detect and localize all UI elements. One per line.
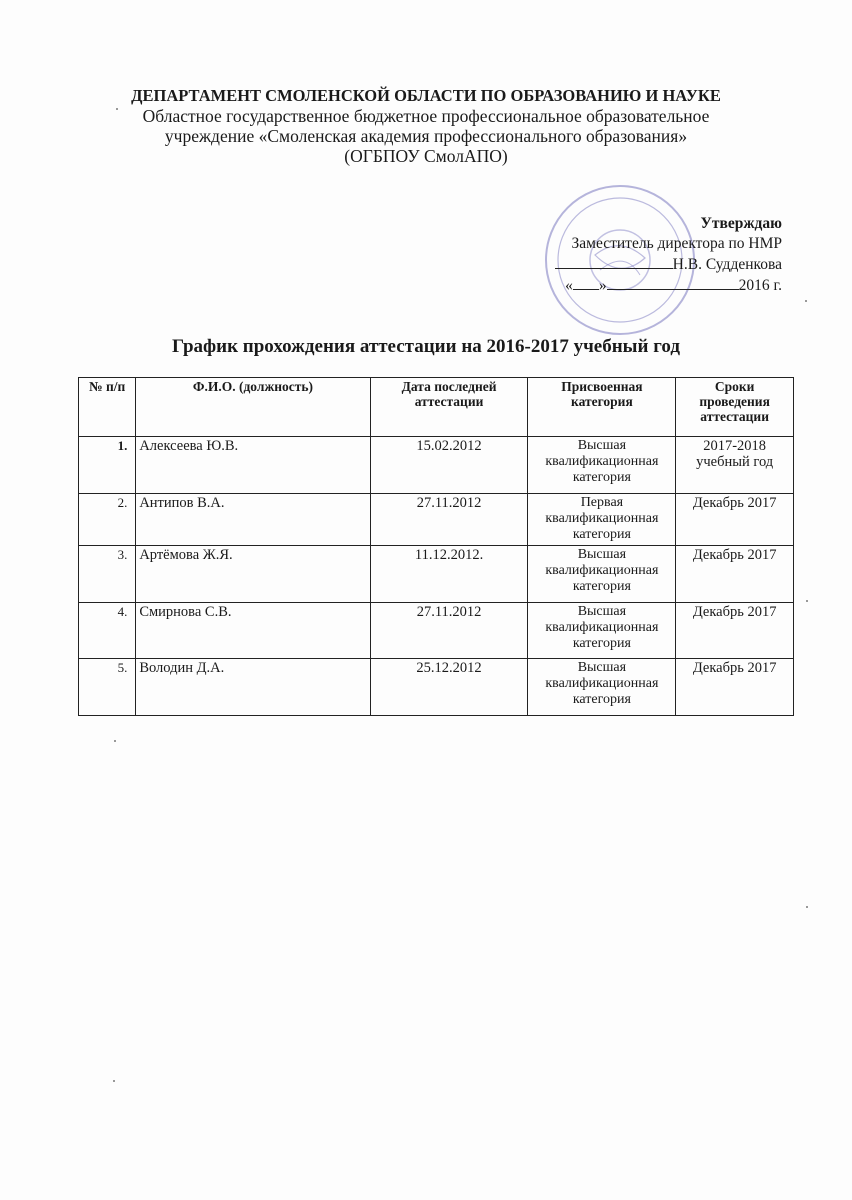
day-blank	[573, 275, 599, 290]
scan-speck	[116, 108, 118, 110]
org-line-2: учреждение «Смоленская академия профессионального образования»	[164, 126, 688, 146]
col-name-header: Ф.И.О. (должность)	[136, 378, 370, 437]
row-category: Высшая квалификационная категория	[528, 437, 676, 494]
scan-speck	[806, 600, 808, 602]
row-date: 25.12.2012	[370, 659, 528, 716]
month-blank	[607, 275, 739, 290]
department-name: ДЕПАРТАМЕНТ СМОЛЕНСКОЙ ОБЛАСТИ ПО ОБРАЗОВАНИЮ И НАУКЕ	[131, 86, 721, 105]
row-date: 27.11.2012	[370, 603, 528, 659]
row-category: Первая квалификационная категория	[528, 494, 676, 546]
document-header	[0, 86, 852, 166]
row-number: 2.	[79, 494, 136, 546]
approval-signature-line	[520, 254, 782, 275]
document-title: График прохождения аттестации на 2016-2017 учебный год	[172, 336, 680, 357]
date-quote-close: »	[598, 277, 607, 294]
scan-speck	[114, 740, 116, 742]
approver-name: Н.В. Судденкова	[672, 256, 782, 273]
table-row	[79, 494, 794, 546]
row-name: Алексеева Ю.В.	[136, 437, 370, 494]
row-date: 15.02.2012	[370, 437, 528, 494]
row-name: Артёмова Ж.Я.	[136, 546, 370, 603]
scan-speck	[113, 1080, 115, 1082]
signature-blank	[555, 254, 673, 269]
row-category: Высшая квалификационная категория	[528, 659, 676, 716]
scan-speck	[806, 906, 808, 908]
row-name: Антипов В.А.	[136, 494, 370, 546]
table-row	[79, 546, 794, 603]
approval-position: Заместитель директора по НМР	[571, 235, 782, 252]
date-quote-open: «	[565, 277, 573, 294]
row-number: 5.	[79, 659, 136, 716]
row-term: Декабрь 2017	[676, 494, 794, 546]
row-term: Декабрь 2017	[676, 546, 794, 603]
row-date: 27.11.2012	[370, 494, 528, 546]
row-term: Декабрь 2017	[676, 659, 794, 716]
approval-block	[520, 214, 782, 296]
row-date: 11.12.2012.	[370, 546, 528, 603]
scan-speck	[805, 300, 807, 302]
attestation-table	[78, 377, 794, 716]
approval-title: Утверждаю	[700, 215, 782, 232]
approval-year: 2016 г.	[738, 277, 782, 294]
row-number: 3.	[79, 546, 136, 603]
table-row	[79, 659, 794, 716]
table-row	[79, 603, 794, 659]
row-term: Декабрь 2017	[676, 603, 794, 659]
table-header-row	[79, 378, 794, 437]
org-short-name: (ОГБПОУ СмолАПО)	[344, 146, 508, 166]
row-number: 4.	[79, 603, 136, 659]
org-line-1: Областное государственное бюджетное профессиональное образовательное	[142, 106, 710, 126]
row-category: Высшая квалификационная категория	[528, 546, 676, 603]
col-date-header: Дата последней аттестации	[370, 378, 528, 437]
row-term: 2017-2018 учебный год	[676, 437, 794, 494]
table-row	[79, 437, 794, 494]
row-number: 1.	[79, 437, 136, 494]
col-category-header: Присвоенная категория	[528, 378, 676, 437]
row-name: Смирнова С.В.	[136, 603, 370, 659]
approval-date-line	[520, 275, 782, 296]
col-term-header: Сроки проведения аттестации	[676, 378, 794, 437]
col-number-header: № п/п	[79, 378, 136, 437]
row-name: Володин Д.А.	[136, 659, 370, 716]
row-category: Высшая квалификационная категория	[528, 603, 676, 659]
